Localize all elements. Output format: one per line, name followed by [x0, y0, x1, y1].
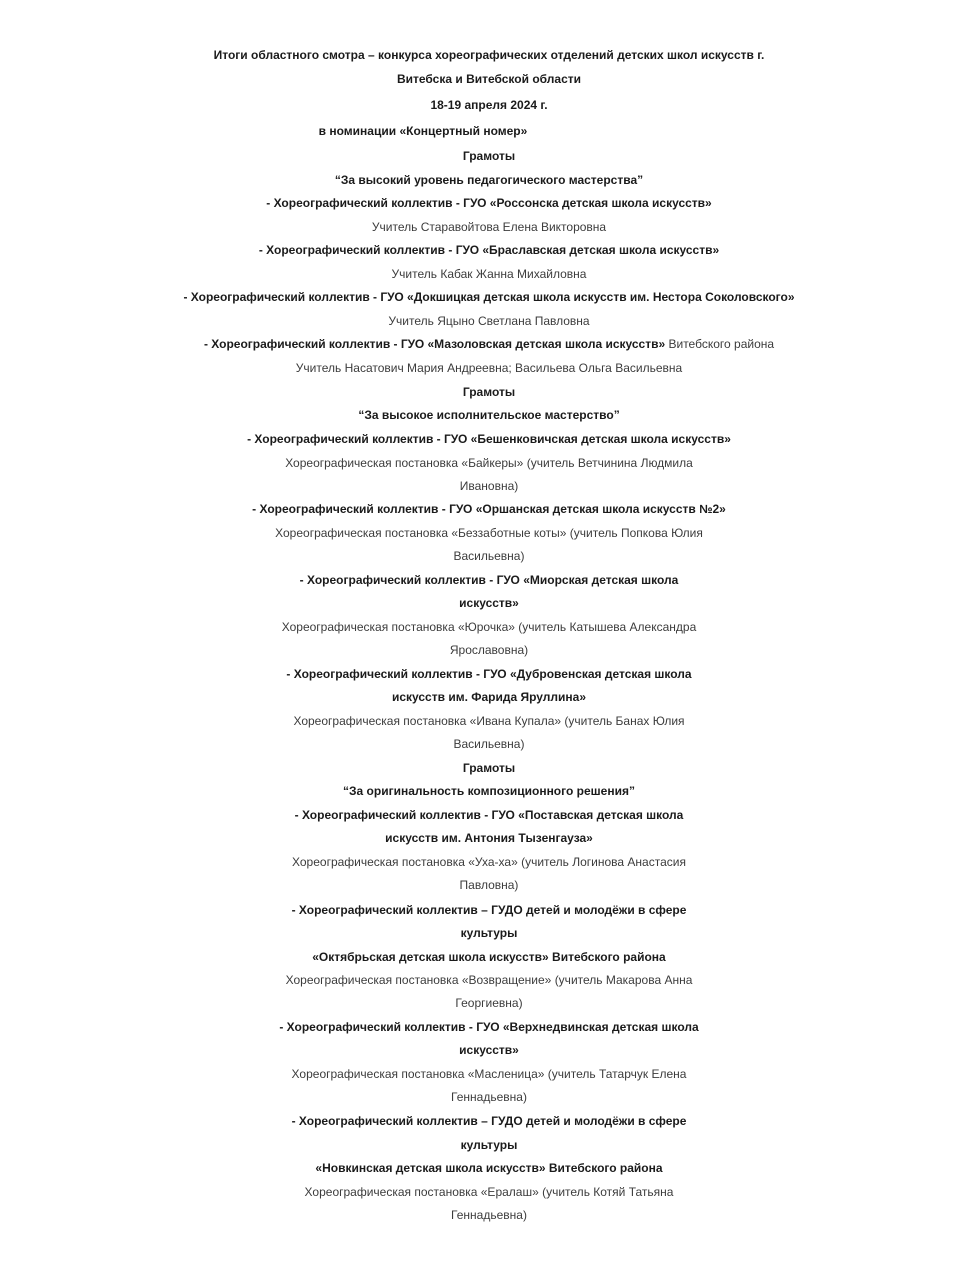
section3-entry3-work-line2: Геннадьевна): [451, 1090, 527, 1104]
section2-entry4-title-line2: искусств им. Фарида Яруллина»: [391, 690, 587, 704]
section1-entry1-teacher: Учитель Старавойтова Елена Викторовна: [371, 220, 607, 234]
document-title-line1: Итоги областного смотра – конкурса хореографических отделений детских школ искусств г.: [213, 48, 765, 62]
section2-heading: Грамоты: [462, 385, 516, 399]
section1-entry2-teacher: Учитель Кабак Жанна Михайловна: [391, 267, 587, 281]
section3-entry4-work-line2: Геннадьевна): [451, 1208, 527, 1222]
section3-entry2-title-line3: «Октябрьская детская школа искусств» Витебского района: [312, 950, 666, 964]
section2-entry1-title: - Хореографический коллектив - ГУО «Бешенковичская детская школа искусств»: [247, 432, 731, 446]
section2-entry2-title: - Хореографический коллектив - ГУО «Оршанская детская школа искусств №2»: [252, 502, 726, 516]
section2-entry3-work-line1: Хореографическая постановка «Юрочка» (учитель Катышева Александра: [281, 620, 697, 634]
document-title-line2: Витебска и Витебской области: [396, 72, 581, 86]
section3-entry3-title-line2: искусств»: [459, 1043, 519, 1057]
section1-category: “За высокий уровень педагогического мастерства”: [334, 173, 644, 187]
section2-entry4-title-line1: - Хореографический коллектив - ГУО «Дубровенская детская школа: [286, 667, 692, 681]
section2-entry4-work-line1: Хореографическая постановка «Ивана Купала» (учитель Банах Юлия: [293, 714, 685, 728]
section3-entry4-title-line3: «Новкинская детская школа искусств» Витебского района: [315, 1161, 663, 1175]
section2-entry1-work-line1: Хореографическая постановка «Байкеры» (учитель Ветчинина Людмила: [285, 456, 693, 470]
section1-entry2-title: - Хореографический коллектив - ГУО «Браславская детская школа искусств»: [258, 243, 720, 257]
section3-entry2-work-line2: Георгиевна): [455, 996, 523, 1010]
section1-entry4-teacher: Учитель Насатович Мария Андреевна; Васильева Ольга Васильевна: [295, 361, 683, 375]
section2-entry4-work-line2: Васильевна): [453, 737, 525, 751]
section3-entry1-title-line2: искусств им. Антония Тызенгауза»: [385, 831, 593, 845]
section3-entry1-title-line1: - Хореографический коллектив - ГУО «Поставская детская школа: [294, 808, 684, 822]
section2-entry3-title-line2: искусств»: [459, 596, 519, 610]
section2-category: “За высокое исполнительское мастерство”: [358, 408, 620, 422]
section1-entry3-teacher: Учитель Яцыно Светлана Павловна: [388, 314, 590, 328]
section1-entry3-title: - Хореографический коллектив - ГУО «Докшицкая детская школа искусств им. Нестора Соколовского»: [183, 290, 795, 304]
section3-heading: Грамоты: [462, 761, 516, 775]
document-dates: 18-19 апреля 2024 г.: [430, 98, 548, 112]
nomination-title: в номинации «Концертный номер»: [318, 124, 528, 138]
section3-entry1-work-line2: Павловна): [459, 878, 519, 892]
section1-entry1-title: - Хореографический коллектив - ГУО «Россонска детская школа искусств»: [266, 196, 712, 210]
section1-heading: Грамоты: [462, 149, 516, 163]
section2-entry2-work-line2: Васильевна): [453, 549, 525, 563]
section2-entry3-work-line2: Ярославовна): [449, 643, 529, 657]
section3-entry4-title-line2: культуры: [460, 1138, 518, 1152]
section1-entry4-title: [0, 333, 978, 357]
section2-entry1-work-line2: Ивановна): [459, 479, 519, 493]
section3-entry2-title-line2: культуры: [460, 926, 518, 940]
section3-entry2-title-line1: - Хореографический коллектив – ГУДО детей и молодёжи в сфере: [291, 903, 687, 917]
section3-category: “За оригинальность композиционного решения”: [343, 784, 635, 798]
section3-entry4-title-line1: - Хореографический коллектив – ГУДО детей и молодёжи в сфере: [291, 1114, 687, 1128]
section2-entry2-work-line1: Хореографическая постановка «Беззаботные коты» (учитель Попкова Юлия: [275, 526, 703, 540]
section3-entry4-work-line1: Хореографическая постановка «Ералаш» (учитель Котяй Татьяна: [304, 1185, 674, 1199]
section1-entry4-region: Витебского района: [665, 337, 775, 351]
section1-entry4-school: - Хореографический коллектив - ГУО «Мазоловская детская школа искусств»: [203, 337, 666, 351]
section3-entry3-work-line1: Хореографическая постановка «Масленица» (учитель Татарчук Елена: [291, 1067, 687, 1081]
section3-entry3-title-line1: - Хореографический коллектив - ГУО «Верхнедвинская детская школа: [279, 1020, 699, 1034]
section3-entry1-work-line1: Хореографическая постановка «Уха-ха» (учитель Логинова Анастасия: [292, 855, 686, 869]
section3-entry2-work-line1: Хореографическая постановка «Возвращение» (учитель Макарова Анна: [285, 973, 693, 987]
section2-entry3-title-line1: - Хореографический коллектив - ГУО «Миорская детская школа: [299, 573, 679, 587]
